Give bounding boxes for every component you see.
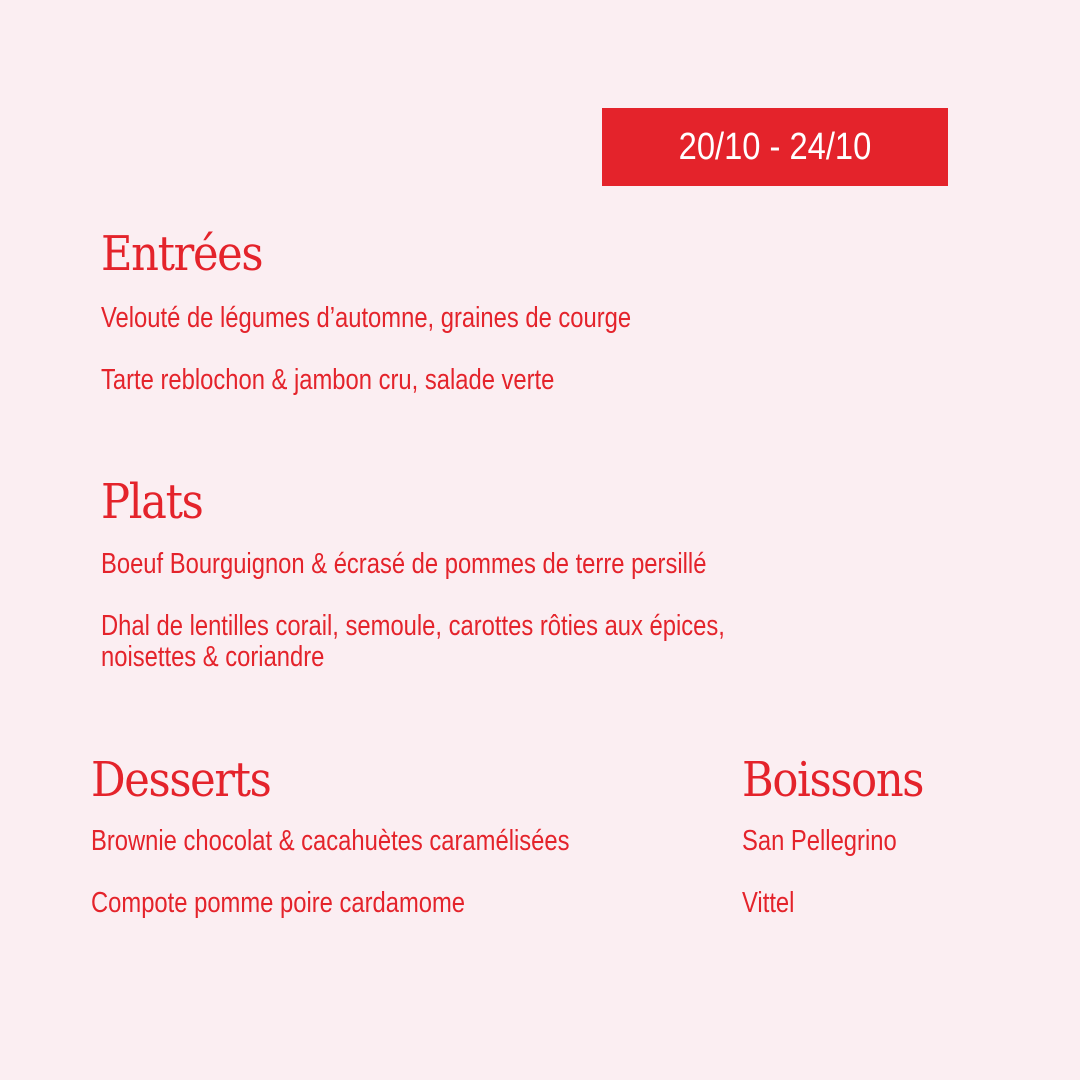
- desserts-item-2: Compote pomme poire cardamome: [91, 887, 466, 919]
- date-range-text: 20/10 - 24/10: [678, 126, 872, 168]
- plats-item-2-line-1: Dhal de lentilles corail, semoule, carottes rôties aux épices,: [101, 610, 725, 642]
- desserts-heading: Desserts: [91, 752, 271, 808]
- plats-item-1: Boeuf Bourguignon & écrasé de pommes de terre persillé: [101, 548, 707, 580]
- entrees-item-1: Velouté de légumes d’automne, graines de courge: [101, 302, 632, 334]
- plats-item-2-line-2: noisettes & coriandre: [101, 641, 325, 673]
- entrees-heading: Entrées: [101, 226, 263, 282]
- plats-heading: Plats: [101, 474, 203, 530]
- date-range-badge: [602, 108, 948, 186]
- entrees-item-2: Tarte reblochon & jambon cru, salade verte: [101, 364, 555, 396]
- boissons-item-1: San Pellegrino: [742, 825, 897, 857]
- boissons-item-2: Vittel: [742, 887, 795, 919]
- desserts-item-1: Brownie chocolat & cacahuètes caramélisées: [91, 825, 570, 857]
- boissons-heading: Boissons: [742, 752, 924, 808]
